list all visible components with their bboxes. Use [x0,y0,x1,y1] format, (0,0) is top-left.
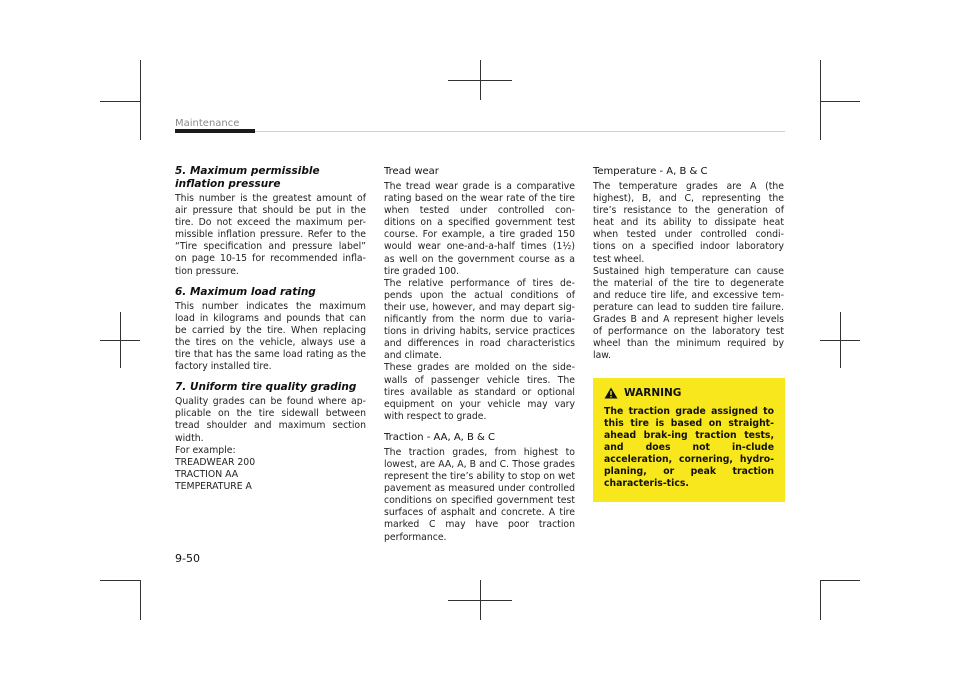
paragraph-tread-wear-3: These grades are molded on the side-walls of passenger vehicle tires. The tires available as standard or optional equipment on your vehicle may vary with respect to grade. [384,362,575,422]
warning-box [593,378,785,501]
column-3 [593,165,784,502]
crop-mark [820,580,860,581]
warning-header [604,387,774,399]
subsection-title-tread-wear: Tread wear [384,166,439,177]
crop-mark [820,60,821,140]
header-accent-bar [175,129,255,133]
crop-mark [140,60,141,140]
subsection-title-traction: Traction - AA, A, B & C [384,431,496,443]
column-1 [175,165,366,493]
warning-triangle-icon [604,387,618,399]
subsection-title-temperature: Temperature - A, B & C [593,166,708,177]
paragraph-max-load: This number indicates the maximum load in kilograms and pounds that can be carried by the tire. When replacing the tires on the vehicle, always use a tire that has the same load rating as the factory installed tire. [175,300,366,373]
warning-text: The traction grade assigned to this tire is based on straight-ahead brak-ing traction tests, and does not in-clude acceleration, cornering, hydro-planing, or peak traction characteris-tics. [604,405,774,489]
paragraph-tread-wear-2: The relative performance of tires de-pends upon the actual conditions of their use, however, and may depart sig-nificantly from the norm due to varia-tions in driving habits, service practices and differences in road characteristics and climate. [384,277,575,362]
crop-mark [120,312,121,368]
example-line: TRACTION AA [175,468,239,480]
paragraph-max-inflation: This number is the greatest amount of air pressure that should be put in the tire. Do not exceed the maximum per-missible inflation pressure. Refer to the “Tire specification and pressure label” on page 10-15 for recommended infla-tion pressure. [175,193,366,277]
section-title-max-inflation: 5. Maximum permissible inflation pressure [175,165,320,190]
paragraph-temperature-2: Sustained high temperature can cause the material of the tire to degenerate and reduce tire life, and excessive tem-perature can lead to sudden tire failure. Grades B and A represent higher levels of performance on the laboratory test wheel than the minimum required by law. [593,265,784,362]
crop-mark [100,580,140,581]
paragraph-tread-wear-1: The tread wear grade is a comparative rating based on the wear rate of the tire when tested under controlled con-ditions on a specified government test course. For example, a tire graded 150 would wear one-and-a-half times (1½) as well on the government course as a tire graded 100. [384,181,575,277]
crop-mark [100,101,140,102]
crop-mark [140,580,141,620]
example-label: For example: [175,444,236,456]
crop-mark [840,312,841,368]
crop-mark [448,80,512,81]
paragraph-traction: The traction grades, from highest to lowest, are AA, A, B and C. Those grades represent the tire’s ability to stop on wet pavement as measured under controlled conditions on specified government test surfaces of asphalt and concrete. A tire marked C may have poor traction performance. [384,446,575,543]
paragraph-utqg: Quality grades can be found where ap-plicable on the tire sidewall between tread shoulder and maximum section width. [175,396,366,444]
warning-title: WARNING [624,387,682,400]
example-line: TREADWEAR 200 [175,456,256,468]
crop-mark [820,580,821,620]
crop-mark [448,600,512,601]
paragraph-temperature-1: The temperature grades are A (the highest), B, and C, representing the tire’s resistance to the generation of heat and its ability to dissipate heat when tested under controlled condi-tions on a specified indoor laboratory test wheel. [593,181,784,265]
section-title-utqg: 7. Uniform tire quality grading [175,381,357,394]
page-number: 9-50 [175,552,200,565]
header-rule [175,131,785,132]
column-2 [384,165,575,544]
section-title-max-load: 6. Maximum load rating [175,285,316,298]
section-header: Maintenance [175,118,240,129]
crop-mark [820,101,860,102]
example-line: TEMPERATURE A [175,480,252,492]
